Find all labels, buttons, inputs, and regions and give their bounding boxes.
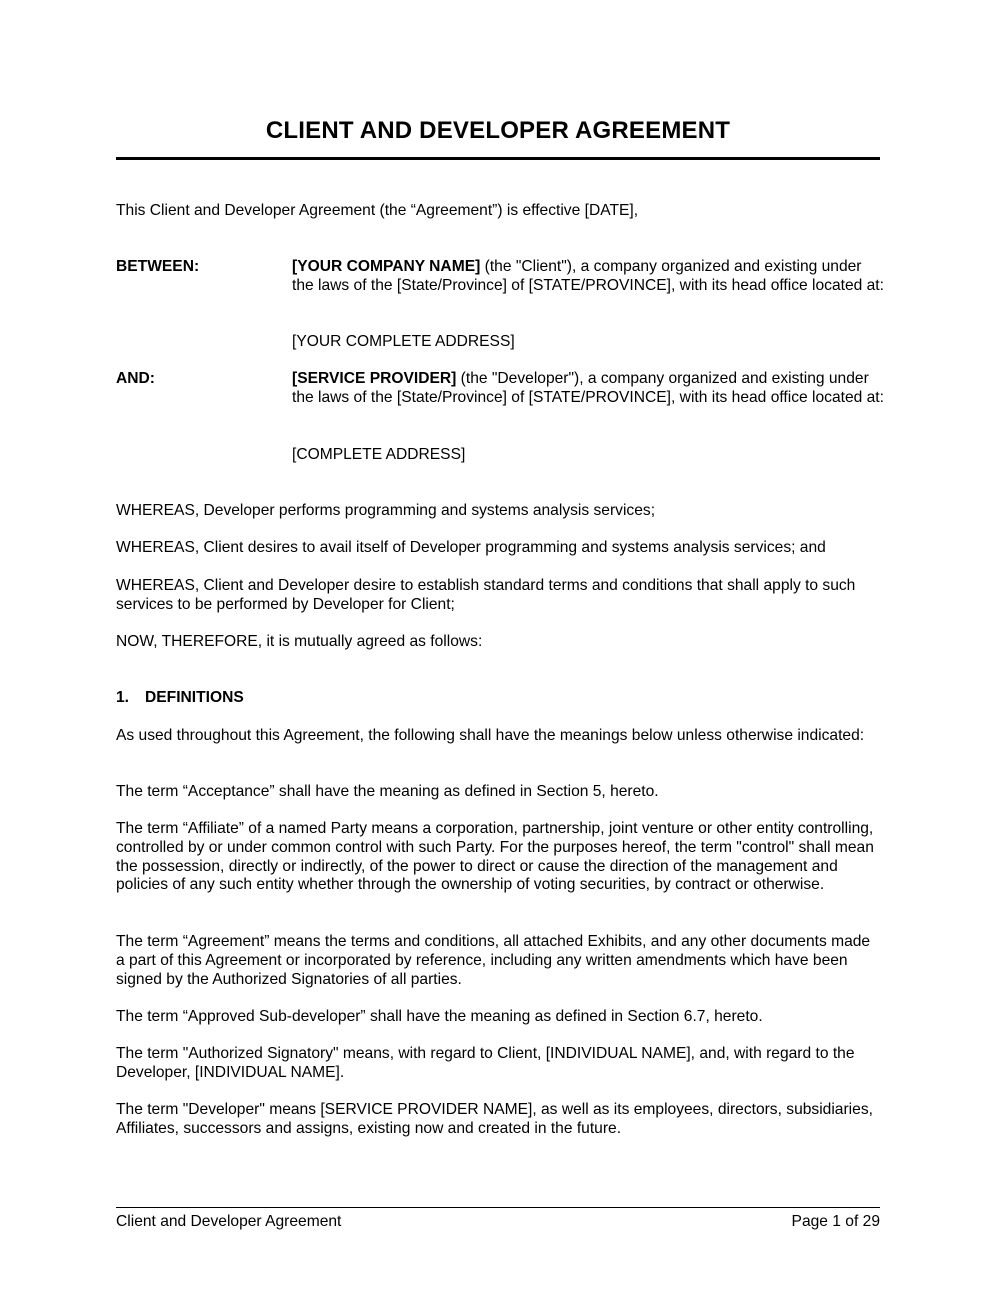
section-number: 1. <box>116 689 130 706</box>
footer-document-title: Client and Developer Agreement <box>116 1213 342 1230</box>
developer-description: (the "Developer"), a company organized and existing under the laws of the [State/Province] of [STATE/PROVINCE], with its head office located at: <box>292 370 884 406</box>
title-divider <box>116 157 880 160</box>
definition-paragraph: The term "Authorized Signatory" means, with regard to Client, [INDIVIDUAL NAME], and, with regard to the Developer, [INDIVIDUAL NAME]. <box>116 1045 855 1081</box>
definition-paragraph: The term “Approved Sub-developer” shall have the meaning as defined in Section 6.7, hereto. <box>116 1008 763 1025</box>
definition-paragraph: The term "Developer" means [SERVICE PROVIDER NAME], as well as its employees, directors, subsidiaries, Affiliates, successors and assigns, existing now and created in the future. <box>116 1101 873 1137</box>
developer-party-description <box>292 370 887 408</box>
definition-paragraph: The term “Affiliate” of a named Party means a corporation, partnership, joint venture or other entity controlling, controlled by or under common control with such Party. For the purposes hereof, the term "control" shall mean the possession, directly or indirectly, of the power to direct or cause the direction of the management and policies of any such entity whether through the ownership of voting securities, by contract or otherwise. <box>116 820 874 894</box>
intro-paragraph: This Client and Developer Agreement (the “Agreement”) is effective [DATE], <box>116 202 639 219</box>
definition-paragraph: The term “Agreement” means the terms and conditions, all attached Exhibits, and any other documents made a part of this Agreement or incorporated by reference, including any written amendments which have been signed by the Authorized Signatories of all parties. <box>116 933 871 988</box>
definition-paragraph: As used throughout this Agreement, the following shall have the meanings below unless otherwise indicated: <box>116 727 865 744</box>
developer-name: [SERVICE PROVIDER] <box>292 370 457 387</box>
recital-paragraph: WHEREAS, Client and Developer desire to establish standard terms and conditions that shall apply to such services to be performed by Developer for Client; <box>116 577 856 613</box>
client-address: [YOUR COMPLETE ADDRESS] <box>292 333 515 350</box>
client-name: [YOUR COMPANY NAME] <box>292 258 481 275</box>
and-label: AND: <box>116 370 155 387</box>
page-title: CLIENT AND DEVELOPER AGREEMENT <box>265 117 731 144</box>
footer-page-number: Page 1 of 29 <box>791 1213 880 1230</box>
between-label: BETWEEN: <box>116 258 200 275</box>
developer-address: [COMPLETE ADDRESS] <box>292 446 466 463</box>
client-description: (the "Client"), a company organized and existing under the laws of the [State/Province] of [STATE/PROVINCE], with its head office located at: <box>292 258 884 294</box>
recital-paragraph: WHEREAS, Developer performs programming and systems analysis services; <box>116 502 656 519</box>
client-party-description <box>292 258 887 296</box>
footer-divider <box>116 1207 880 1208</box>
recital-paragraph: WHEREAS, Client desires to avail itself of Developer programming and systems analysis services; and <box>116 539 826 556</box>
section-title: DEFINITIONS <box>145 689 244 706</box>
definition-paragraph: The term “Acceptance” shall have the meaning as defined in Section 5, hereto. <box>116 783 659 800</box>
recital-paragraph: NOW, THEREFORE, it is mutually agreed as follows: <box>116 633 483 650</box>
section-heading <box>116 689 244 708</box>
